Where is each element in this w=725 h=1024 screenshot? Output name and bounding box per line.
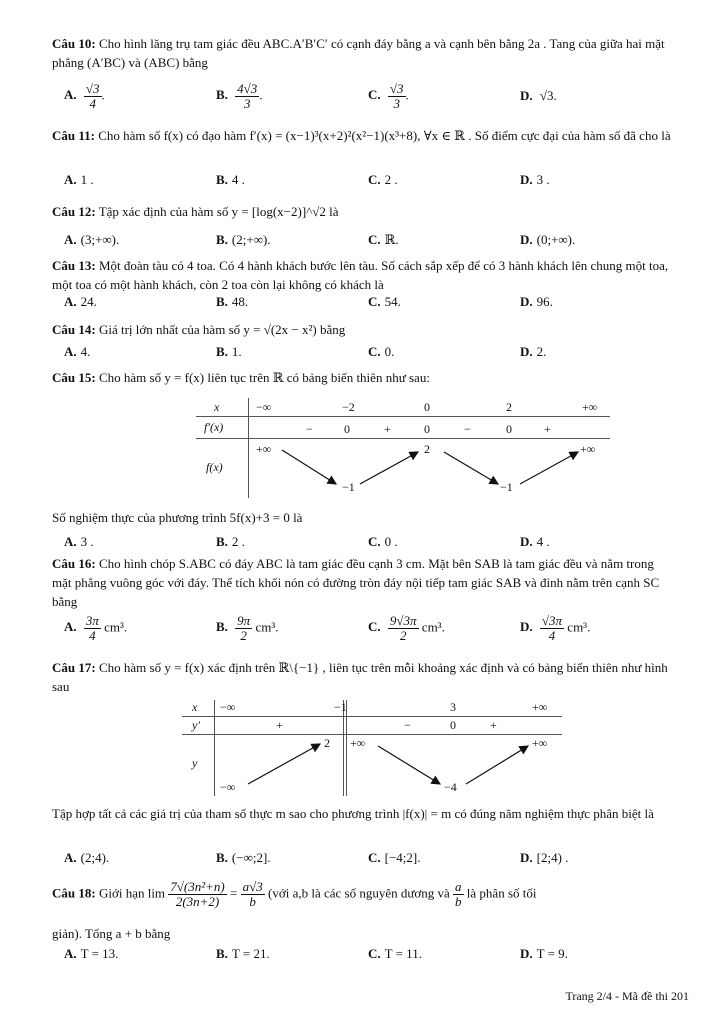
question-label: Câu 15: <box>52 370 96 385</box>
option-c[interactable]: C. $\frac{9√3\pi}{2}$ cm³. <box>368 613 445 643</box>
option-c[interactable]: C. T = 11. <box>368 946 422 961</box>
question-16-options <box>64 613 664 643</box>
question-10 <box>52 34 672 72</box>
question-text: Một đoàn tàu có 4 toa. Có 4 hành khách bước lên tàu. Số cách sắp xếp để có 3 hành khách lên chung một toa, một toa có một hành khách, còn 2 toa còn lại không có khách là <box>52 258 669 292</box>
question-label: Câu 10: <box>52 36 96 51</box>
question-label: Câu 17: <box>52 660 96 675</box>
option-d[interactable]: D. 3 . <box>520 172 550 187</box>
option-d[interactable]: D. 2. <box>520 344 547 359</box>
question-14-options <box>64 344 664 366</box>
question-label: Câu 14: <box>52 322 96 337</box>
question-12 <box>52 202 672 221</box>
question-15-options <box>64 534 664 556</box>
question-text: Tập xác định của hàm số y = [log(x−2)]^√2 là <box>98 204 339 219</box>
option-a[interactable]: A. 1 . <box>64 172 94 187</box>
option-a[interactable]: A. T = 13. <box>64 946 119 961</box>
question-label: Câu 12: <box>52 204 96 219</box>
option-d[interactable]: D. 4 . <box>520 534 550 549</box>
option-c[interactable]: C. [−4;2]. <box>368 850 421 865</box>
question-18: Câu 18: Giới hạn lim $\frac{\text{7√(3n²+n)}}{2(3n+2)}$ = $\frac{a√3}{b}$ (với a,b là các số nguyên dương và $\frac{a}{b}$ là phân số tối <box>52 879 537 909</box>
question-10-options <box>64 81 664 111</box>
question-16 <box>52 554 672 611</box>
option-b[interactable]: B. 1. <box>216 344 242 359</box>
question-11-options <box>64 172 664 194</box>
option-d[interactable]: D. $\frac{√3\pi}{4}$ cm³. <box>520 613 591 643</box>
option-d[interactable]: D. T = 9. <box>520 946 568 961</box>
question-15-followup: Số nghiệm thực của phương trình 5f(x)+3 = 0 là <box>52 510 303 525</box>
question-13-options <box>64 294 664 316</box>
option-a[interactable]: A. (3;+∞). <box>64 232 120 247</box>
question-label: Câu 11: <box>52 128 95 143</box>
option-b[interactable]: B. T = 21. <box>216 946 270 961</box>
option-c[interactable]: C. 2 . <box>368 172 398 187</box>
question-14 <box>52 320 672 339</box>
option-b[interactable]: B. $\frac{4√3}{3}$ . <box>216 81 263 111</box>
question-text: Cho hàm số y = f(x) xác định trên ℝ\{−1} , liên tục trên mỗi khoảng xác định và có bảng biến thiên như hình sau <box>52 660 668 694</box>
question-text: Cho hình chóp S.ABC có đáy ABC là tam giác đều cạnh 3 cm. Mặt bên SAB là tam giác đều và nằm trong mặt phẳng vuông góc với đáy. Thể tích khối nón có đường tròn đáy nội tiếp tam giác SAB và đỉnh nằm trên cạnh SC bằng <box>52 556 660 609</box>
question-12-options <box>64 232 664 254</box>
variation-arrows <box>182 700 562 796</box>
question-text: Giá trị lớn nhất của hàm số y = √(2x − x²) bằng <box>98 322 346 337</box>
question-17-options <box>64 850 664 872</box>
variation-arrows <box>196 398 610 498</box>
variation-table-15: x f′(x) f(x) −∞ −2 0 2 +∞ − 0 + 0 − 0 + +∞ −1 2 −1 +∞ <box>196 398 610 498</box>
option-b[interactable]: B. $\frac{9\pi}{2}$ cm³. <box>216 613 279 643</box>
option-c[interactable]: C. 0 . <box>368 534 398 549</box>
option-b[interactable]: B. 48. <box>216 294 249 309</box>
page-footer: Trang 2/4 - Mã đề thi 201 <box>565 989 689 1003</box>
option-c[interactable]: C. 54. <box>368 294 401 309</box>
question-text: Cho hàm số f(x) có đạo hàm f′(x) = (x−1)³(x+2)²(x²−1)(x³+8), ∀x ∈ ℝ . Số điểm cực đại của hàm số đã cho là <box>98 128 671 143</box>
question-17 <box>52 658 672 696</box>
option-d[interactable]: D. √3. <box>520 88 557 103</box>
option-d[interactable]: D. (0;+∞). <box>520 232 576 247</box>
option-a[interactable]: A. 4. <box>64 344 91 359</box>
option-c[interactable]: C. ℝ. <box>368 232 399 247</box>
option-b[interactable]: B. (2;+∞). <box>216 232 271 247</box>
question-17-followup: Tập hợp tất cả các giá trị của tham số thực m sao cho phương trình |f(x)| = m có đúng năm nghiệm thực phân biệt là <box>52 806 654 821</box>
question-label: Câu 16: <box>52 556 96 571</box>
option-a[interactable]: A. $\frac{3\pi}{4}$ cm³. <box>64 613 128 643</box>
question-15 <box>52 368 672 387</box>
option-d[interactable]: D. 96. <box>520 294 553 309</box>
option-c[interactable]: C. $\frac{√3}{3}$ . <box>368 81 409 111</box>
option-a[interactable]: A. $\frac{√3}{4}$ . <box>64 81 105 111</box>
question-18-line2: giản). Tổng a + b bằng <box>52 926 171 941</box>
option-a[interactable]: A. 3 . <box>64 534 94 549</box>
question-text: Cho hàm số y = f(x) liên tục trên ℝ có bảng biến thiên như sau: <box>98 370 430 385</box>
question-text: Cho hình lăng trụ tam giác đều ABC.A′B′C′ có cạnh đáy bằng a và cạnh bên bằng 2a . Tang của giữa hai mặt phẳng (A′BC) và (ABC) bằng <box>52 36 665 70</box>
option-a[interactable]: A. (2;4). <box>64 850 110 865</box>
option-a[interactable]: A. 24. <box>64 294 97 309</box>
option-d[interactable]: D. [2;4) . <box>520 850 569 865</box>
question-label: Câu 18: <box>52 885 96 901</box>
variation-table-17: x y′ y −∞ −1 3 +∞ + − 0 + 2 +∞ +∞ −∞ −4 <box>182 700 562 796</box>
question-label: Câu 13: <box>52 258 96 273</box>
option-b[interactable]: B. (−∞;2]. <box>216 850 271 865</box>
question-18-options <box>64 946 664 968</box>
question-13 <box>52 256 672 294</box>
option-b[interactable]: B. 4 . <box>216 172 245 187</box>
option-c[interactable]: C. 0. <box>368 344 395 359</box>
question-11 <box>52 126 672 145</box>
option-b[interactable]: B. 2 . <box>216 534 245 549</box>
